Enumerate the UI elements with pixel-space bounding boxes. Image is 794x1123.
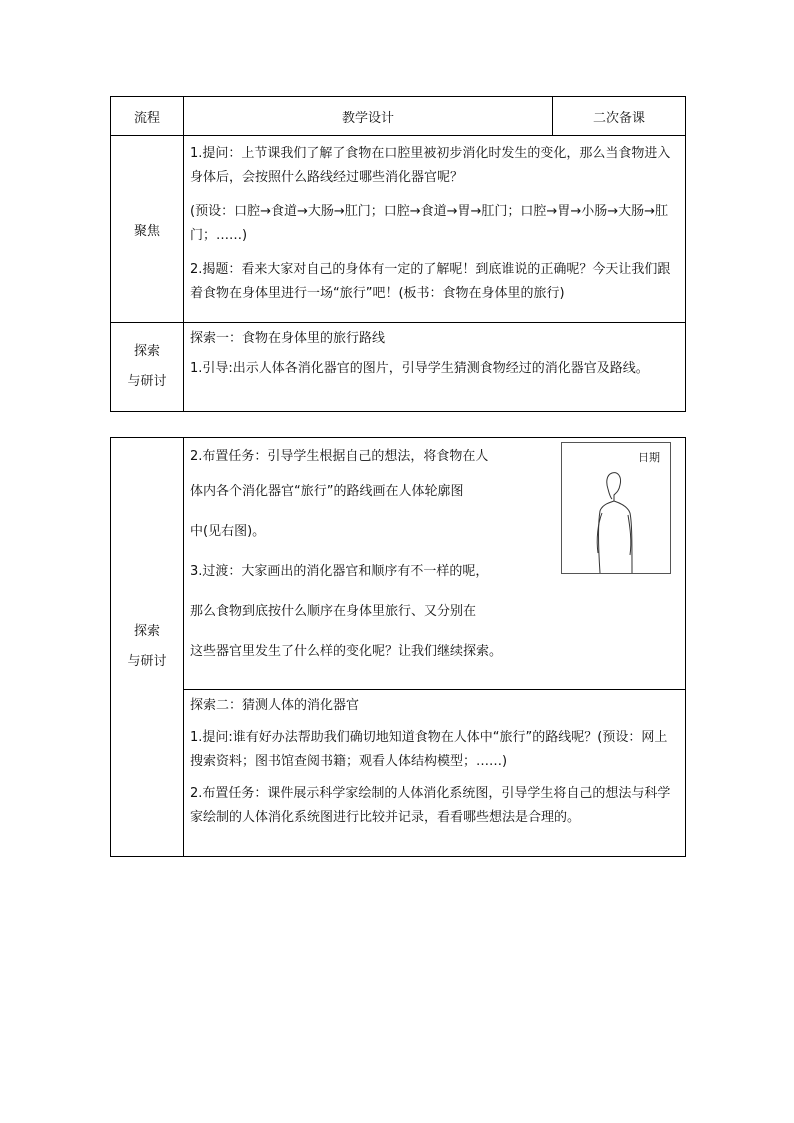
focus-label: 聚焦 xyxy=(111,136,184,323)
explore-row-3 xyxy=(111,690,686,857)
body-outline-figure xyxy=(561,442,671,574)
transition-line-1: 3.过渡：大家画出的消化器官和顺序有不一样的呢， xyxy=(190,564,489,579)
header-row xyxy=(111,97,686,136)
explore-two-task: 2.布置任务：课件展示科学家绘制的人体消化系统图，引导学生将自己的想法与科学家绘制的人体消化系统图进行比较并记录，看看哪些想法是合理的。 xyxy=(190,786,671,825)
explore-two-question: 1.提问:谁有好办法帮助我们确切地知道食物在人体中“旅行”的路线呢？(预设：网上搜索资料；图书馆查阅书籍；观看人体结构模型；……) xyxy=(190,730,668,769)
explore-two-title: 探索二：猜测人体的消化器官 xyxy=(190,698,360,713)
header-process: 流程 xyxy=(111,97,184,136)
explore-one-title: 探索一：食物在身体里的旅行路线 xyxy=(190,331,386,346)
focus-row xyxy=(111,136,686,323)
task-line-2: 体内各个消化器官“旅行”的路线画在人体轮廓图 xyxy=(190,484,464,499)
lesson-table-1 xyxy=(110,96,686,412)
header-revision: 二次备课 xyxy=(553,97,686,136)
task-line-1: 2.布置任务：引导学生根据自己的想法，将食物在人 xyxy=(190,449,489,464)
focus-question: 1.提问：上节课我们了解了食物在口腔里被初步消化时发生的变化，那么当食物进入身体后，会按照什么路线经过哪些消化器官呢？ xyxy=(190,146,671,185)
explore-label-2: 探索 与研讨 xyxy=(111,438,184,857)
focus-reveal: 2.揭题：看来大家对自己的身体有一定的了解呢！到底谁说的正确呢？今天让我们跟着食物在身体里进行一场“旅行”吧！(板书：食物在身体里的旅行) xyxy=(190,262,671,301)
transition-line-3: 这些器官里发生了什么样的变化呢？让我们继续探索。 xyxy=(190,644,503,659)
focus-preset: (预设：口腔→食道→大肠→肛门；口腔→食道→胃→肛门；口腔→胃→小肠→大肠→肛门；……) xyxy=(190,204,668,243)
explore-content-3 xyxy=(184,690,686,857)
body-outline-icon xyxy=(562,443,670,573)
explore-content-1 xyxy=(184,323,686,412)
task-line-3: 中(见右图)。 xyxy=(190,524,266,539)
date-label: 日期 xyxy=(638,451,660,464)
header-design: 教学设计 xyxy=(184,97,553,136)
transition-line-2: 那么食物到底按什么顺序在身体里旅行、又分别在 xyxy=(190,604,477,619)
explore-one-guide: 1.引导:出示人体各消化器官的图片，引导学生猜测食物经过的消化器官及路线。 xyxy=(190,361,649,376)
focus-content xyxy=(184,136,686,323)
explore-row-1 xyxy=(111,323,686,412)
explore-label-1: 探索 与研讨 xyxy=(111,323,184,412)
